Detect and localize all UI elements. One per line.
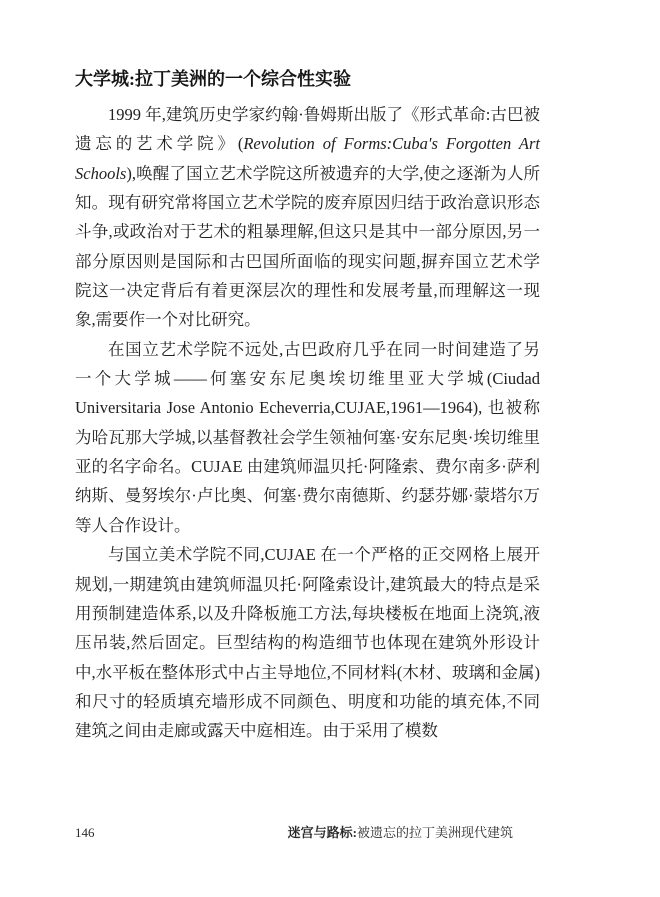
page-number: 146 [75,825,95,840]
running-title-rest: 被遗忘的拉丁美洲现代建筑 [356,825,513,840]
article-body [75,66,540,746]
paragraph-3 [75,540,540,745]
paragraph-2 [75,335,540,540]
running-title [288,822,513,841]
running-title-emphasis: 迷宫与路标: [287,825,357,840]
article-title: 大学城:拉丁美洲的一个综合性实验 [75,69,351,89]
paragraph-1-text: 1999 年,建筑历史学家约翰·鲁姆斯出版了《形式革命:古巴被遗忘的艺术学院》( [75,105,540,154]
page-footer [75,822,513,841]
paragraph-1 [75,100,540,335]
paragraph-2-text: 在国立艺术学院不远处,古巴政府几乎在同一时间建造了另一个大学城——何塞安东尼奥埃切维里亚大学城(Ciudad Universitaria Jose Antonio Echeverria,CUJAE,1961—1964), 也被称为哈瓦那大学城,以基督教社会学生领袖何塞·安东尼奥·埃切维里亚的名字命名。CUJAE 由建筑师温贝托·阿隆索、费尔南多·萨利纳斯、曼努埃尔·卢比奥、何塞·费尔南德斯、约瑟芬娜·蒙塔尔万等人合作设计。 [75,339,540,535]
paragraph-1-text-cont: ),唤醒了国立艺术学院这所被遗弃的大学,使之逐渐为人所知。现有研究常将国立艺术学院的废弃原因归结于政治意识形态斗争,或政治对于艺术的粗暴理解,但这只是其中一部分原因,另一部分原因则是国际和古巴国所面临的现实问题,摒弃国立艺术学院这一决定背后有着更深层次的理性和发展考量,而理解这一现象,需要作一个对比研究。 [75,163,540,330]
paragraph-3-text: 与国立美术学院不同,CUJAE 在一个严格的正交网格上展开规划,一期建筑由建筑师温贝托·阿隆索设计,建筑最大的特点是采用预制建造体系,以及升降板施工方法,每块楼板在地面上浇筑,液压吊装,然后固定。巨型结构的构造细节也体现在建筑外形设计中,水平板在整体形式中占主导地位,不同材料(木材、玻璃和金属)和尺寸的轻质填充墙形成不同颜色、明度和功能的填充体,不同建筑之间由走廊或露天中庭相连。由于采用了模数 [75,545,540,741]
paragraph-1-book-title-latin: Revolution of Forms:Cuba's Forgotten Art Schools [75,134,541,183]
